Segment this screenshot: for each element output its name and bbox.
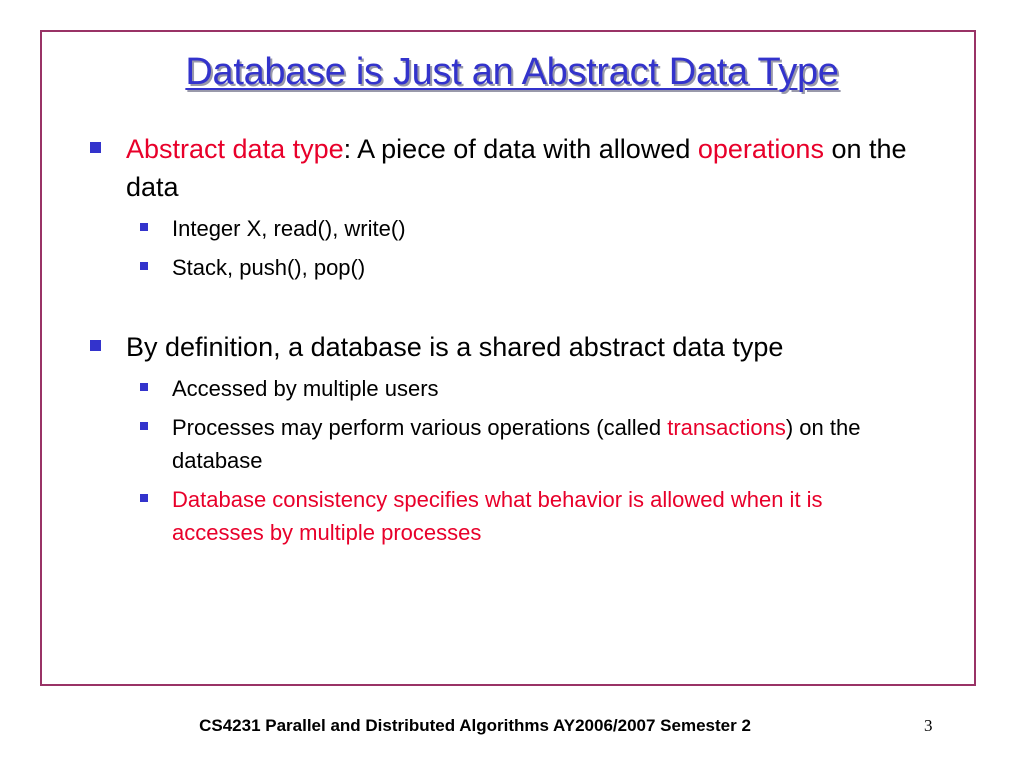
sub-bullet-text-segment: transactions [667, 415, 786, 440]
square-bullet-icon [140, 494, 148, 502]
sub-bullet-item [84, 483, 914, 549]
bullet-item [84, 328, 914, 366]
sub-bullet-item [84, 411, 914, 477]
bullet-text-segment: operations [697, 134, 824, 164]
sub-bullet-text-segment: ) on the database [172, 415, 861, 473]
bullet-text-segment: By definition, a database is a shared abstract data type [126, 332, 784, 362]
slide-content [84, 130, 914, 549]
square-bullet-icon [90, 340, 101, 351]
sub-bullet-item [84, 251, 914, 284]
slide-footer: CS4231 Parallel and Distributed Algorithms AY2006/2007 Semester 2 [199, 716, 751, 735]
square-bullet-icon [140, 262, 148, 270]
bullet-text-segment: Abstract data type [126, 134, 344, 164]
slide-title: Database is Just an Abstract Data Type [185, 51, 839, 93]
square-bullet-icon [140, 422, 148, 430]
sub-bullet-text: Stack, push(), pop() [172, 255, 366, 280]
sub-bullet-item [84, 212, 914, 245]
page-number: 3 [924, 716, 933, 735]
sub-bullet-text: Accessed by multiple users [172, 376, 439, 401]
bullet-item [84, 130, 914, 206]
sub-bullet-item [84, 372, 914, 405]
square-bullet-icon [140, 223, 148, 231]
bullet-text-segment: on the data [126, 134, 907, 202]
sub-bullet-text: Database consistency specifies what behavior is allowed when it is accesses by multiple processes [172, 487, 823, 545]
square-bullet-icon [90, 142, 101, 153]
square-bullet-icon [140, 383, 148, 391]
sub-bullet-text-segment: Processes may perform various operations (called [172, 415, 668, 440]
bullet-text-segment: : A piece of data with allowed [343, 134, 698, 164]
sub-bullet-text: Integer X, read(), write() [172, 216, 406, 241]
